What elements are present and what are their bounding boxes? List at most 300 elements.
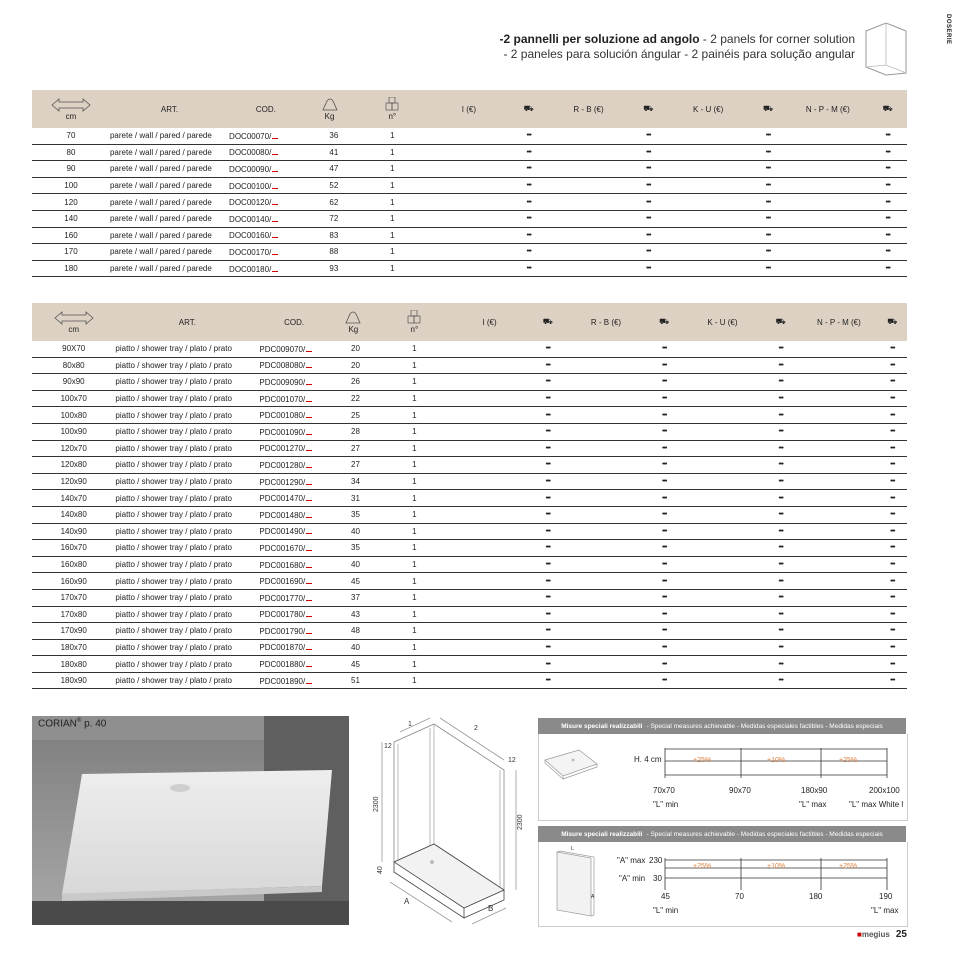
price-mark: ••• — [662, 677, 667, 685]
price-mark: ••• — [778, 627, 783, 635]
kg-cell-text: 72 — [329, 214, 339, 224]
table-row — [32, 639, 907, 656]
price-cell — [645, 473, 684, 490]
cod-cell-text: DOC00070/ — [229, 131, 272, 141]
price-cell — [528, 357, 567, 374]
pieces-label: n° — [388, 112, 397, 121]
kg-column-header — [303, 90, 357, 128]
price-cell — [761, 457, 800, 474]
kg-cell — [329, 506, 378, 523]
pieces-cell — [378, 656, 451, 673]
kg-cell-text: 37 — [351, 593, 360, 603]
art-cell — [115, 457, 259, 474]
price-cell — [761, 523, 800, 540]
price-cell — [645, 639, 684, 656]
registered-mark: ® — [76, 718, 82, 724]
price-spacer — [548, 144, 629, 161]
pieces-cell — [378, 589, 451, 606]
side-l-label: L — [571, 846, 574, 852]
price-cell — [878, 473, 907, 490]
color-code-slot — [306, 443, 312, 451]
size-cell-text: 80 — [66, 147, 76, 157]
size-cell-text: 140 — [64, 214, 78, 224]
price-cell — [868, 194, 907, 211]
pieces-cell — [378, 374, 451, 391]
price-spacer — [428, 260, 509, 277]
pieces-cell — [378, 457, 451, 474]
price-cell — [629, 210, 667, 227]
table-row — [32, 540, 907, 557]
kg-cell-text: 40 — [351, 526, 360, 536]
price-cell — [761, 490, 800, 507]
size-cell — [32, 244, 110, 261]
header-title-en: - 2 panels for corner solution — [699, 32, 855, 46]
kg-cell-text: 26 — [351, 377, 360, 387]
cod-cell — [259, 672, 328, 689]
price-spacer — [451, 623, 529, 640]
price-mark: ••• — [545, 411, 550, 419]
art-cell — [115, 639, 259, 656]
cod-cell — [229, 144, 303, 161]
price-mark: ••• — [890, 577, 895, 585]
truck-icon: ⛟ — [643, 104, 654, 113]
price-cell — [878, 672, 907, 689]
table-row — [32, 390, 907, 407]
table-row — [32, 407, 907, 424]
price-mark: ••• — [890, 361, 895, 369]
brand-logo: ■megius — [857, 930, 890, 939]
size-cell-text: 140x70 — [60, 493, 87, 503]
pieces-cell — [378, 390, 451, 407]
price-cell — [749, 210, 787, 227]
price-mark: ••• — [885, 165, 890, 173]
size-cell — [32, 374, 115, 391]
cod-cell-text: PDC001290/ — [259, 477, 306, 487]
price-mark: ••• — [765, 148, 771, 156]
kg-cell — [329, 457, 378, 474]
kg-cell-text: 83 — [329, 230, 339, 240]
cod-cell-text: PDC001490/ — [259, 527, 306, 537]
color-code-slot — [306, 460, 312, 468]
price-cell — [761, 672, 800, 689]
pieces-cell-text: 1 — [412, 543, 417, 553]
price-cell — [645, 341, 684, 357]
price-spacer — [684, 341, 762, 357]
size-cell-text: 80x80 — [62, 360, 85, 370]
size-cell — [32, 556, 115, 573]
price-cell — [528, 407, 567, 424]
price-spacer — [451, 423, 529, 440]
size-cell-text: 160 — [64, 230, 78, 240]
dim-12a-label: 12 — [384, 743, 392, 750]
price-spacer — [800, 506, 878, 523]
price-cell — [878, 589, 907, 606]
price-spacer — [684, 490, 762, 507]
price-spacer — [800, 390, 878, 407]
weight-icon — [322, 97, 338, 111]
price-mark: ••• — [646, 182, 651, 190]
price-mark: ••• — [646, 132, 651, 140]
price-mark: ••• — [545, 577, 550, 585]
price-spacer — [800, 672, 878, 689]
price-mark: ••• — [526, 215, 531, 223]
price-mark: ••• — [765, 231, 771, 239]
price-mark: ••• — [545, 643, 550, 651]
price-cell — [878, 490, 907, 507]
color-code-slot — [272, 247, 278, 255]
art-cell — [115, 589, 259, 606]
price-spacer — [567, 573, 645, 590]
price-mark: ••• — [662, 428, 667, 436]
cod-cell-text: PDC001090/ — [259, 427, 306, 437]
price-spacer — [567, 656, 645, 673]
size-cell — [32, 194, 110, 211]
size-cell-text: 120x90 — [60, 477, 87, 487]
size-cell-text: 170x90 — [60, 626, 87, 636]
price-cell — [528, 374, 567, 391]
price-mark: ••• — [662, 478, 667, 486]
price-cell — [878, 506, 907, 523]
price-cell — [645, 457, 684, 474]
l-min-label: "L" min — [653, 800, 679, 809]
price-spacer — [668, 244, 749, 261]
cod-cell — [259, 440, 328, 457]
color-code-slot — [272, 264, 278, 272]
dim-12b-label: 12 — [508, 757, 516, 764]
price-spacer — [787, 177, 868, 194]
table-row — [32, 523, 907, 540]
price-mark: ••• — [765, 198, 771, 206]
price-spacer — [800, 407, 878, 424]
kg-cell — [329, 672, 378, 689]
price-cell — [645, 589, 684, 606]
price-mark: ••• — [778, 660, 783, 668]
cod-cell — [259, 589, 328, 606]
pieces-cell — [378, 523, 451, 540]
pieces-cell-text: 1 — [412, 427, 417, 437]
price-cell — [645, 623, 684, 640]
price-mark: ••• — [778, 610, 783, 618]
price-cell — [645, 423, 684, 440]
price-spacer — [567, 407, 645, 424]
price-cell — [509, 210, 547, 227]
price-cell — [761, 473, 800, 490]
color-code-slot — [306, 427, 312, 435]
cod-cell — [229, 227, 303, 244]
cod-cell — [229, 177, 303, 194]
price-cell — [528, 606, 567, 623]
price-spacer — [548, 260, 629, 277]
price-cell — [878, 639, 907, 656]
art-cell — [115, 556, 259, 573]
price-mark: ••• — [545, 627, 550, 635]
size-cell — [32, 407, 115, 424]
art-cell — [115, 490, 259, 507]
price-rb-header: R - B (€) — [590, 317, 622, 327]
size-cell — [32, 161, 110, 178]
price-spacer — [668, 260, 749, 277]
kg-cell — [329, 473, 378, 490]
kg-column-header — [329, 303, 378, 341]
price-spacer — [451, 606, 529, 623]
art-cell — [110, 128, 229, 144]
art-cell-text: piatto / shower tray / plato / prato — [115, 394, 232, 404]
table-row — [32, 210, 907, 227]
price-spacer — [684, 357, 762, 374]
price-cell — [761, 589, 800, 606]
pieces-cell — [378, 423, 451, 440]
boxes-icon — [384, 97, 400, 111]
price-spacer — [684, 540, 762, 557]
pieces-cell — [356, 128, 428, 144]
price-cell — [645, 556, 684, 573]
size-cell-text: 180 — [64, 264, 78, 274]
kg-cell-text: 41 — [329, 147, 339, 157]
price-cell — [629, 177, 667, 194]
price-i-header: I (€) — [482, 317, 497, 327]
cod-cell-text: PDC001280/ — [259, 460, 306, 470]
page-header — [500, 32, 855, 62]
pieces-cell-text: 1 — [412, 626, 417, 636]
kg-cell — [329, 556, 378, 573]
panel1-subtitle: - Special measures achievable - Medidas especiales factibles - Medidas especiais — [646, 722, 883, 730]
price-spacer — [800, 523, 878, 540]
price-spacer — [567, 523, 645, 540]
kg-cell — [303, 161, 357, 178]
price-mark: ••• — [778, 511, 783, 519]
table-row — [32, 556, 907, 573]
size-cell — [32, 227, 110, 244]
pieces-cell-text: 1 — [412, 360, 417, 370]
color-code-slot — [272, 197, 278, 205]
price-cell — [761, 639, 800, 656]
price-spacer — [787, 260, 868, 277]
price-cell — [509, 144, 547, 161]
price-cell — [749, 194, 787, 211]
price-spacer — [668, 161, 749, 178]
cod-cell-text: PDC001680/ — [259, 560, 306, 570]
pct-label: +25% — [693, 863, 712, 870]
cod-cell-text: PDC001880/ — [259, 660, 306, 670]
price-spacer — [668, 128, 749, 144]
pieces-cell-text: 1 — [412, 344, 417, 354]
price-spacer — [451, 407, 529, 424]
price-cell — [629, 144, 667, 161]
kg-cell-text: 36 — [329, 131, 339, 141]
color-code-slot — [306, 626, 312, 634]
price-spacer — [684, 473, 762, 490]
pieces-cell-text: 1 — [412, 510, 417, 520]
pieces-cell — [378, 341, 451, 357]
pieces-cell — [356, 227, 428, 244]
price-cell — [645, 606, 684, 623]
header-subtitle: - 2 paneles para solución ángular - 2 painéis para solução angular — [503, 47, 855, 61]
price-spacer — [567, 390, 645, 407]
price-cell — [528, 341, 567, 357]
size-cell-text: 140x80 — [60, 510, 87, 520]
kg-cell — [303, 244, 357, 261]
size-cell-text: 120x70 — [60, 443, 87, 453]
price-mark: ••• — [890, 677, 895, 685]
size-cell-text: 100x70 — [60, 394, 87, 404]
wall-panel-sketch-icon — [551, 848, 597, 920]
price-spacer — [567, 473, 645, 490]
kg-cell — [329, 656, 378, 673]
art-cell — [115, 357, 259, 374]
price-spacer — [451, 672, 529, 689]
table-row — [32, 656, 907, 673]
cod-cell-text: DOC00090/ — [229, 164, 272, 174]
art-cell — [115, 506, 259, 523]
price-spacer — [787, 244, 868, 261]
shower-tray-photo — [32, 716, 349, 925]
price-spacer — [548, 194, 629, 211]
kg-cell — [303, 194, 357, 211]
price-cell — [761, 540, 800, 557]
price-cell — [645, 390, 684, 407]
color-code-slot — [306, 659, 312, 667]
art-cell-text: piatto / shower tray / plato / prato — [115, 593, 232, 603]
cod-cell-text: PDC009090/ — [259, 377, 306, 387]
pieces-cell-text: 1 — [412, 443, 417, 453]
price-mark: ••• — [778, 411, 783, 419]
price-mark: ••• — [662, 643, 667, 651]
table-row — [32, 473, 907, 490]
price-spacer — [684, 423, 762, 440]
pieces-cell-text: 1 — [412, 642, 417, 652]
price-spacer — [787, 128, 868, 144]
truck-icon: ⛟ — [887, 317, 898, 326]
price-mark: ••• — [545, 378, 550, 386]
technical-drawing — [364, 712, 534, 927]
price-cell — [645, 656, 684, 673]
cod-cell-text: PDC008080/ — [259, 361, 306, 371]
price-cell — [878, 523, 907, 540]
pieces-cell-text: 1 — [390, 247, 395, 257]
table-row — [32, 573, 907, 590]
dim-2-label: 2 — [474, 725, 478, 732]
price-mark: ••• — [890, 627, 895, 635]
kg-cell-text: 28 — [351, 427, 360, 437]
size-cell-text: 120x80 — [60, 460, 87, 470]
price-cell — [629, 260, 667, 277]
price-mark: ••• — [778, 594, 783, 602]
art-cell-text: parete / wall / pared / parede — [109, 247, 212, 257]
art-column-header: ART. — [160, 104, 179, 114]
price-mark: ••• — [662, 627, 667, 635]
color-code-slot — [272, 147, 278, 155]
price-mark: ••• — [545, 561, 550, 569]
price-mark: ••• — [778, 577, 783, 585]
price-mark: ••• — [778, 478, 783, 486]
corner-panel-icon — [864, 21, 908, 77]
kg-cell-text: 51 — [351, 676, 360, 686]
price-mark: ••• — [662, 345, 667, 353]
price-spacer — [567, 623, 645, 640]
price-cell — [528, 573, 567, 590]
pieces-cell — [356, 210, 428, 227]
cod-cell-text: DOC00140/ — [229, 214, 272, 224]
price-mark: ••• — [890, 660, 895, 668]
price-mark: ••• — [526, 182, 531, 190]
price-cell — [629, 161, 667, 178]
special-measures-panel-2 — [538, 842, 908, 927]
pieces-cell-text: 1 — [390, 181, 395, 191]
table-row — [32, 260, 907, 277]
size-cell-text: 100x90 — [60, 427, 87, 437]
price-cell — [528, 523, 567, 540]
price-cell — [761, 656, 800, 673]
size-cell — [32, 341, 115, 357]
price-spacer — [684, 440, 762, 457]
price-cell — [878, 407, 907, 424]
price-cell — [878, 374, 907, 391]
pieces-cell-text: 1 — [412, 659, 417, 669]
price-mark: ••• — [778, 527, 783, 535]
price-cell — [761, 573, 800, 590]
price-cell — [878, 341, 907, 357]
color-code-slot — [306, 344, 312, 352]
art-cell-text: piatto / shower tray / plato / prato — [115, 642, 232, 652]
art-cell-text: piatto / shower tray / plato / prato — [115, 493, 232, 503]
size-cell — [32, 540, 115, 557]
art-cell-text: piatto / shower tray / plato / prato — [115, 360, 232, 370]
price-cell — [645, 540, 684, 557]
cod-cell-text: PDC001870/ — [259, 643, 306, 653]
pieces-cell — [378, 357, 451, 374]
size-cell — [32, 423, 115, 440]
table-row — [32, 194, 907, 211]
price-spacer — [800, 341, 878, 357]
kg-cell-text: 40 — [351, 560, 360, 570]
price-mark: ••• — [545, 444, 550, 452]
kg-cell — [329, 639, 378, 656]
price-mark: ••• — [885, 231, 890, 239]
pieces-cell-text: 1 — [412, 493, 417, 503]
price-mark: ••• — [662, 527, 667, 535]
price-spacer — [428, 210, 509, 227]
price-spacer — [567, 440, 645, 457]
cod-cell — [259, 656, 328, 673]
price-cell — [878, 656, 907, 673]
art-cell — [115, 374, 259, 391]
price-cell — [645, 523, 684, 540]
tick-label: 70 — [735, 892, 744, 901]
price-cell — [761, 606, 800, 623]
price-mark: ••• — [765, 265, 771, 273]
price-cell — [528, 473, 567, 490]
price-mark: ••• — [646, 148, 651, 156]
pieces-cell-text: 1 — [390, 197, 395, 207]
price-cell — [761, 623, 800, 640]
kg-cell-text: 22 — [351, 394, 360, 404]
l-max-label: "L" max — [871, 906, 899, 915]
price-cell — [509, 244, 547, 261]
price-spacer — [684, 457, 762, 474]
price-cell — [868, 244, 907, 261]
price-mark: ••• — [778, 378, 783, 386]
cod-cell — [259, 357, 328, 374]
price-cell — [528, 589, 567, 606]
size-cell — [32, 606, 115, 623]
price-mark: ••• — [778, 461, 783, 469]
cod-cell-text: PDC001890/ — [259, 676, 306, 686]
table-row — [32, 623, 907, 640]
tick-label: 70x70 — [653, 786, 675, 795]
price-cell — [629, 194, 667, 211]
price-cell — [761, 407, 800, 424]
dim-2300b-label: 2300 — [517, 814, 524, 830]
